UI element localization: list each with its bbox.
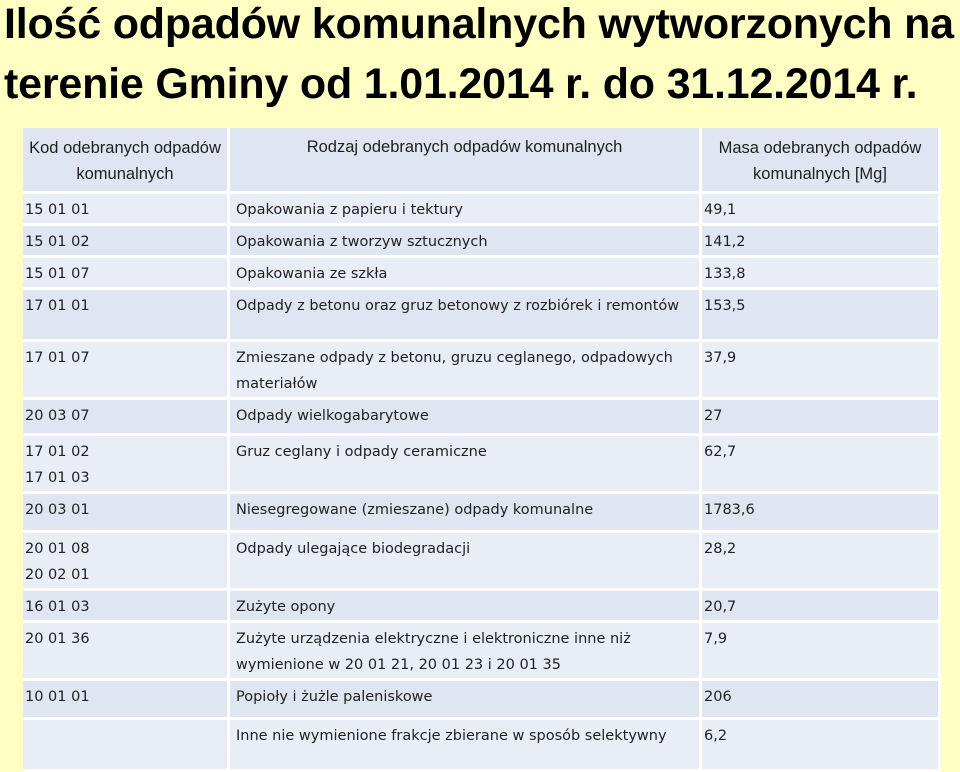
cell-code: 17 01 02 17 01 03 xyxy=(23,436,230,494)
cell-type: Zmieszane odpady z betonu, gruzu ceglanego, odpadowych materiałów xyxy=(230,342,702,400)
cell-code: 20 03 07 xyxy=(23,400,230,436)
cell-code: 17 01 07 xyxy=(23,342,230,400)
cell-type: Zużyte opony xyxy=(230,591,702,623)
table-row xyxy=(23,436,941,494)
cell-type: Zużyte urządzenia elektryczne i elektroniczne inne niż wymienione w 20 01 21, 20 01 23 i 20 01 35 xyxy=(230,623,702,681)
cell-type: Inne nie wymienione frakcje zbierane w sposób selektywny xyxy=(230,720,702,772)
cell-type: Odpady ulegające biodegradacji xyxy=(230,533,702,591)
cell-code: 15 01 07 xyxy=(23,258,230,290)
cell-type: Odpady z betonu oraz gruz betonowy z rozbiórek i remontów xyxy=(230,290,702,342)
cell-mass: 27 xyxy=(702,400,941,436)
cell-mass: 62,7 xyxy=(702,436,941,494)
table-row xyxy=(23,258,941,290)
cell-type: Niesegregowane (zmieszane) odpady komunalne xyxy=(230,494,702,533)
table-row xyxy=(23,623,941,681)
cell-code: 15 01 02 xyxy=(23,226,230,258)
table-row xyxy=(23,591,941,623)
cell-mass: 28,2 xyxy=(702,533,941,591)
cell-mass: 20,7 xyxy=(702,591,941,623)
cell-type: Opakowania ze szkła xyxy=(230,258,702,290)
cell-code: 10 01 01 xyxy=(23,681,230,720)
cell-mass: 49,1 xyxy=(702,194,941,226)
cell-code: 20 03 01 xyxy=(23,494,230,533)
cell-mass: 141,2 xyxy=(702,226,941,258)
cell-mass: 6,2 xyxy=(702,720,941,772)
table-row xyxy=(23,494,941,533)
waste-table xyxy=(23,128,941,772)
cell-mass: 206 xyxy=(702,681,941,720)
cell-code xyxy=(23,720,230,772)
table-row xyxy=(23,720,941,772)
title-line-1: Ilość odpadów komunalnych wytworzonych na xyxy=(4,0,954,48)
header-code: Kod odebranych odpadów komunalnych xyxy=(23,128,230,194)
cell-mass: 133,8 xyxy=(702,258,941,290)
cell-mass: 7,9 xyxy=(702,623,941,681)
table-body xyxy=(23,194,941,772)
page-title xyxy=(4,0,960,114)
cell-code: 20 01 08 20 02 01 xyxy=(23,533,230,591)
table-row xyxy=(23,194,941,226)
header-type: Rodzaj odebranych odpadów komunalnych xyxy=(230,128,702,194)
cell-type: Opakowania z tworzyw sztucznych xyxy=(230,226,702,258)
cell-code: 17 01 01 xyxy=(23,290,230,342)
cell-mass: 37,9 xyxy=(702,342,941,400)
cell-code: 16 01 03 xyxy=(23,591,230,623)
cell-type: Opakowania z papieru i tektury xyxy=(230,194,702,226)
cell-code: 15 01 01 xyxy=(23,194,230,226)
table-row xyxy=(23,400,941,436)
cell-type: Odpady wielkogabarytowe xyxy=(230,400,702,436)
title-line-2: terenie Gminy od 1.01.2014 r. do 31.12.2014 r. xyxy=(4,60,918,108)
table-row xyxy=(23,533,941,591)
waste-table-container xyxy=(23,128,941,768)
cell-mass: 153,5 xyxy=(702,290,941,342)
table-row xyxy=(23,290,941,342)
table-row xyxy=(23,226,941,258)
header-mass: Masa odebranych odpadów komunalnych [Mg] xyxy=(702,128,941,194)
cell-code: 20 01 36 xyxy=(23,623,230,681)
cell-type: Popioły i żużle paleniskowe xyxy=(230,681,702,720)
table-row xyxy=(23,681,941,720)
table-row xyxy=(23,342,941,400)
cell-mass: 1783,6 xyxy=(702,494,941,533)
cell-type: Gruz ceglany i odpady ceramiczne xyxy=(230,436,702,494)
